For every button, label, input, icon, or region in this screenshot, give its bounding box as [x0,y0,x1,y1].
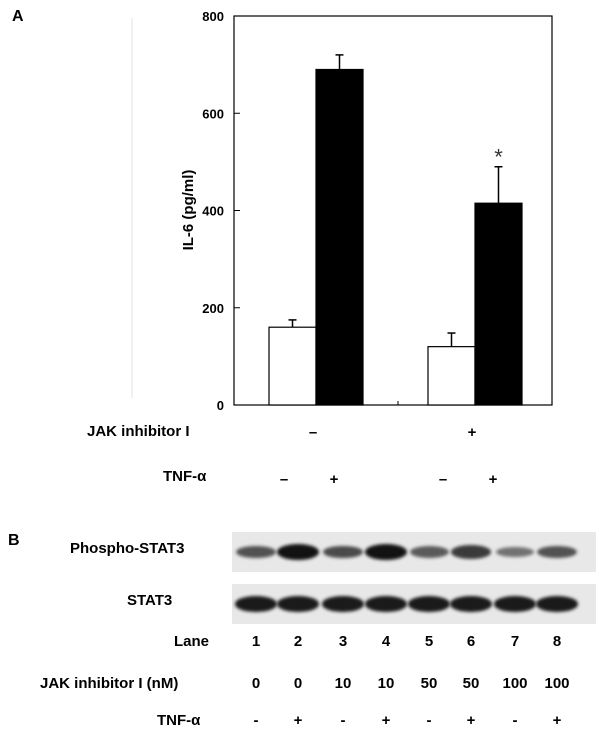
tnf-sign: – [438,471,448,488]
panel-b-label: B [8,532,20,549]
jak-nm-value: 0 [251,675,261,692]
jak-nm-label: JAK inhibitor I (nM) [40,675,179,692]
blot-row-label-phospho: Phospho-STAT3 [70,540,185,557]
jak-sign: + [467,424,477,441]
stat3-band [365,596,406,611]
y-tick-label: 0 [216,398,224,413]
tnf-sign-lane: - [340,712,346,729]
stat3-band [408,596,449,611]
stat3-band [450,596,491,611]
phospho-stat3-band [496,547,534,558]
jak-nm-value: 100 [502,675,528,692]
jak-nm-value: 0 [293,675,303,692]
lane-number: 7 [510,633,520,650]
lane-number: 4 [381,633,391,650]
phospho-stat3-band [451,545,491,559]
tnf-sign: + [488,471,498,488]
bar [269,327,316,405]
y-tick-label: 400 [202,203,224,219]
lane-label: Lane [174,633,210,650]
tnf-sign-lane: + [293,712,303,729]
blot-row-label-stat3: STAT3 [127,592,173,609]
lane-number: 2 [293,633,303,650]
phospho-stat3-band [365,544,407,560]
phospho-stat3-band [537,546,576,558]
bar [316,69,363,405]
tnf-sign-lane: - [253,712,259,729]
stat3-band [235,596,276,611]
tnf-sign-lane: - [512,712,518,729]
jak-nm-value: 10 [334,675,352,692]
y-tick-label: 600 [202,106,224,122]
tnf-sign-lane: + [381,712,391,729]
stat3-band [494,596,535,611]
jak-nm-value: 50 [462,675,480,692]
tnf-sign: + [329,471,339,488]
phospho-stat3-band [323,546,363,559]
panel-a-label: A [12,8,24,25]
bar [428,347,475,405]
stat3-band [277,596,318,611]
stat3-band [322,596,363,611]
bar [475,203,522,405]
tnf-sign-lane: + [466,712,476,729]
panel-a-jak-label: JAK inhibitor I [87,423,190,440]
y-tick-label: 200 [202,300,224,316]
jak-nm-value: 10 [377,675,395,692]
y-axis-label: IL-6 (pg/ml) [180,169,197,251]
lane-number: 6 [466,633,476,650]
significance-mark: * [494,144,503,170]
y-tick-label: 800 [202,9,224,24]
tnf-sign-lane: + [552,712,562,729]
blot-tnf-label: TNF-α [157,712,201,729]
jak-nm-value: 100 [544,675,570,692]
panel-a-tnf-label: TNF-α [163,468,207,485]
phospho-stat3-band [277,544,319,560]
jak-nm-value: 50 [420,675,438,692]
tnf-sign-lane: - [426,712,432,729]
lane-number: 5 [424,633,434,650]
phospho-stat3-band [236,546,275,558]
lane-number: 3 [338,633,348,650]
phospho-stat3-band [410,546,449,558]
stat3-band [536,596,577,611]
jak-sign: – [308,424,318,441]
lane-number: 1 [251,633,261,650]
tnf-sign: – [279,471,289,488]
blot-stat3 [232,584,596,624]
blot-phospho-stat3 [232,532,596,572]
lane-number: 8 [552,633,562,650]
